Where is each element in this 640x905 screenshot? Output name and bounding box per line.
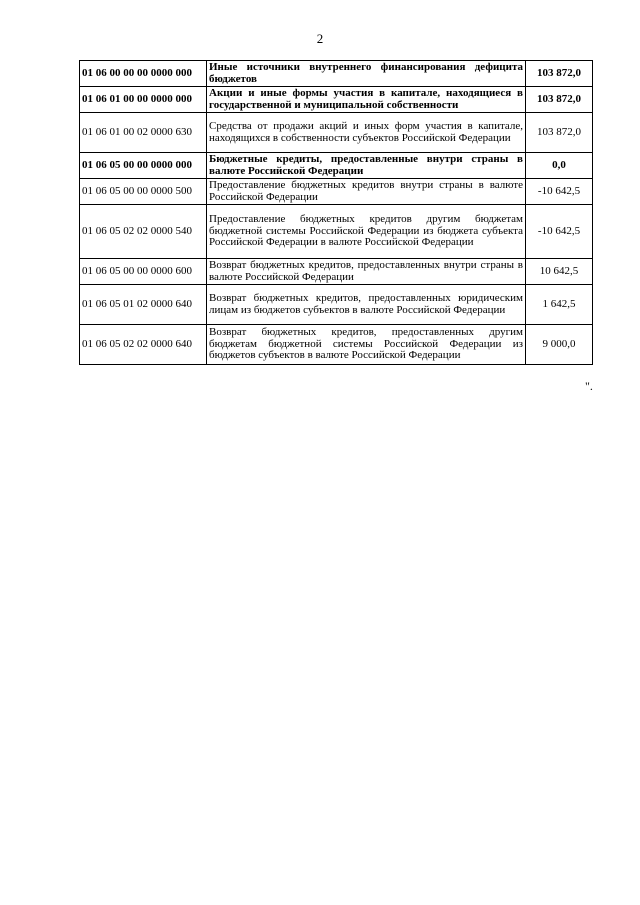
row-amount: 103 872,0 bbox=[526, 87, 593, 113]
row-description: Возврат бюджетных кредитов, предоставленных юридическим лицам из бюджетов субъектов в валюте Российской Федерации bbox=[207, 285, 526, 325]
row-amount: -10 642,5 bbox=[526, 205, 593, 259]
table-row bbox=[80, 113, 593, 153]
table-row bbox=[80, 285, 593, 325]
row-code: 01 06 05 00 00 0000 000 bbox=[80, 153, 207, 179]
row-code: 01 06 01 00 00 0000 000 bbox=[80, 87, 207, 113]
table-row bbox=[80, 325, 593, 365]
row-description: Возврат бюджетных кредитов, предоставленных другим бюджетам бюджетной системы Российской Федерации из бюджетов субъектов в валюте Российской Федерации bbox=[207, 325, 526, 365]
table-row bbox=[80, 259, 593, 285]
page-number: 2 bbox=[316, 31, 324, 46]
row-code: 01 06 05 02 02 0000 540 bbox=[80, 205, 207, 259]
row-code: 01 06 01 00 02 0000 630 bbox=[80, 113, 207, 153]
row-description: Бюджетные кредиты, предоставленные внутри страны в валюте Российской Федерации bbox=[207, 153, 526, 179]
row-description: Средства от продажи акций и иных форм участия в капитале, находящихся в собственности субъектов Российской Федерации bbox=[207, 113, 526, 153]
budget-sources-table bbox=[79, 60, 593, 365]
row-amount: 103 872,0 bbox=[526, 61, 593, 87]
row-description: Возврат бюджетных кредитов, предоставленных внутри страны в валюте Российской Федерации bbox=[207, 259, 526, 285]
table-row bbox=[80, 205, 593, 259]
table-row bbox=[80, 87, 593, 113]
row-description: Акции и иные формы участия в капитале, находящиеся в государственной и муниципальной собственности bbox=[207, 87, 526, 113]
row-amount: 9 000,0 bbox=[526, 325, 593, 365]
row-code: 01 06 00 00 00 0000 000 bbox=[80, 61, 207, 87]
table-row bbox=[80, 153, 593, 179]
row-description: Предоставление бюджетных кредитов внутри страны в валюте Российской Федерации bbox=[207, 179, 526, 205]
closing-quote-mark: ". bbox=[585, 379, 593, 393]
row-code: 01 06 05 02 02 0000 640 bbox=[80, 325, 207, 365]
row-amount: 10 642,5 bbox=[526, 259, 593, 285]
row-code: 01 06 05 00 00 0000 500 bbox=[80, 179, 207, 205]
row-amount: 103 872,0 bbox=[526, 113, 593, 153]
row-amount: -10 642,5 bbox=[526, 179, 593, 205]
row-code: 01 06 05 01 02 0000 640 bbox=[80, 285, 207, 325]
row-description: Иные источники внутреннего финансирования дефицита бюджетов bbox=[207, 61, 526, 87]
row-amount: 1 642,5 bbox=[526, 285, 593, 325]
row-amount: 0,0 bbox=[526, 153, 593, 179]
row-code: 01 06 05 00 00 0000 600 bbox=[80, 259, 207, 285]
table-row bbox=[80, 61, 593, 87]
row-description: Предоставление бюджетных кредитов другим бюджетам бюджетной системы Российской Федерации из бюджета субъекта Российской Федерации в валюте Российской Федерации bbox=[207, 205, 526, 259]
table-row bbox=[80, 179, 593, 205]
